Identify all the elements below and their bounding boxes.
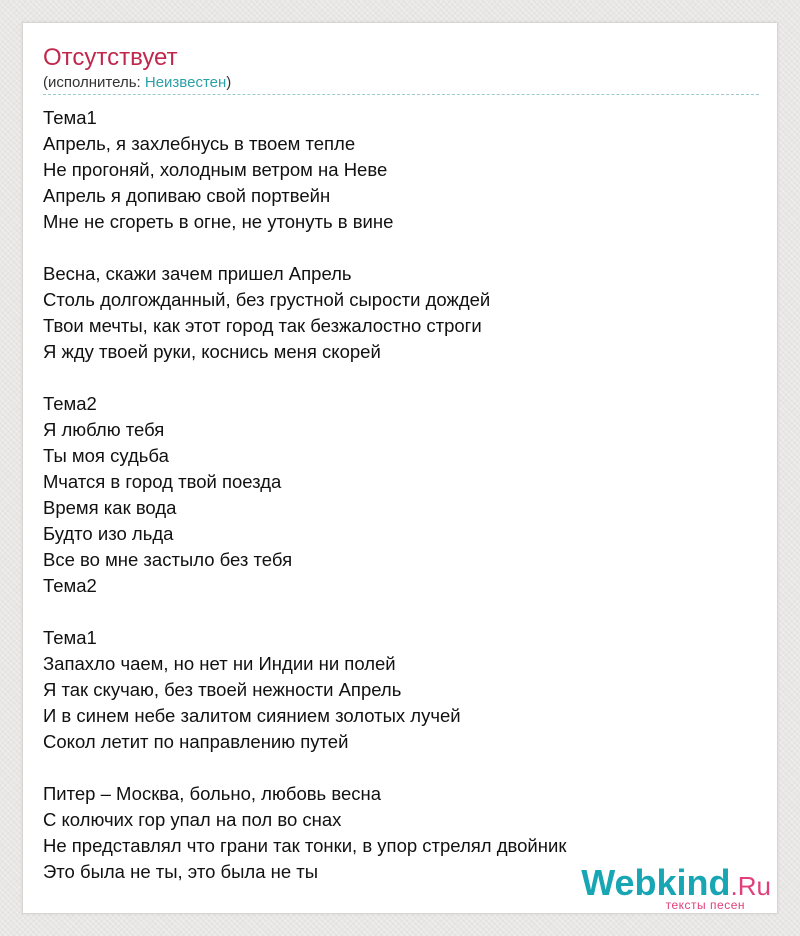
lyric-line: Я люблю тебя xyxy=(43,419,165,440)
lyric-line: Запахло чаем, но нет ни Индии ни полей xyxy=(43,653,396,674)
lyric-line: Это была не ты, это была не ты xyxy=(43,861,319,882)
lyric-line: Тема2 xyxy=(43,393,97,414)
lyric-line: Мчатся в город твой поезда xyxy=(43,471,282,492)
lyrics-card xyxy=(22,22,778,914)
lyric-line: Не прогоняй, холодным ветром на Неве xyxy=(43,159,388,180)
lyric-line: Я жду твоей руки, коснись меня скорей xyxy=(43,341,381,362)
lyric-line: Апрель я допиваю свой портвейн xyxy=(43,185,331,206)
artist-line xyxy=(43,73,231,93)
lyric-line: И в синем небе залитом сиянием золотых лучей xyxy=(43,705,461,726)
lyric-line: Твои мечты, как этот город так безжалостно строги xyxy=(43,315,482,336)
lyric-blank-line xyxy=(43,599,759,625)
lyric-line: Мне не сгореть в огне, не утонуть в вине xyxy=(43,211,394,232)
lyric-line: Не представлял что грани так тонки, в упор стрелял двойник xyxy=(43,835,567,856)
lyric-blank-line xyxy=(43,755,759,781)
lyric-line: Весна, скажи зачем пришел Апрель xyxy=(43,263,352,284)
lyric-line: Время как вода xyxy=(43,497,177,518)
divider xyxy=(43,94,759,95)
artist-suffix: ) xyxy=(226,74,232,91)
lyric-line: Ты моя судьба xyxy=(43,445,169,466)
lyric-line: Сокол летит по направлению путей xyxy=(43,731,349,752)
watermark-brand: Webkind xyxy=(581,862,731,903)
watermark-tagline: тексты песен xyxy=(665,898,745,912)
lyric-line: С колючих гор упал на пол во снах xyxy=(43,809,342,830)
lyric-line: Столь долгожданный, без грустной сырости дождей xyxy=(43,289,491,310)
lyric-line: Апрель, я захлебнусь в твоем тепле xyxy=(43,133,356,154)
site-watermark xyxy=(571,863,771,913)
lyric-line: Будто изо льда xyxy=(43,523,174,544)
lyric-line: Я так скучаю, без твоей нежности Апрель xyxy=(43,679,402,700)
lyric-line: Тема1 xyxy=(43,107,97,128)
lyric-blank-line xyxy=(43,365,759,391)
watermark-tld: .Ru xyxy=(730,871,771,901)
lyric-line: Питер – Москва, больно, любовь весна xyxy=(43,783,382,804)
lyric-line: Тема1 xyxy=(43,627,97,648)
song-title: Отсутствует xyxy=(43,44,178,71)
artist-link[interactable]: Неизвестен xyxy=(144,74,227,91)
lyrics-text xyxy=(43,105,759,885)
lyric-line: Все во мне застыло без тебя xyxy=(43,549,293,570)
lyric-blank-line xyxy=(43,235,759,261)
artist-prefix: (исполнитель: xyxy=(43,74,145,91)
lyric-line: Тема2 xyxy=(43,575,97,596)
